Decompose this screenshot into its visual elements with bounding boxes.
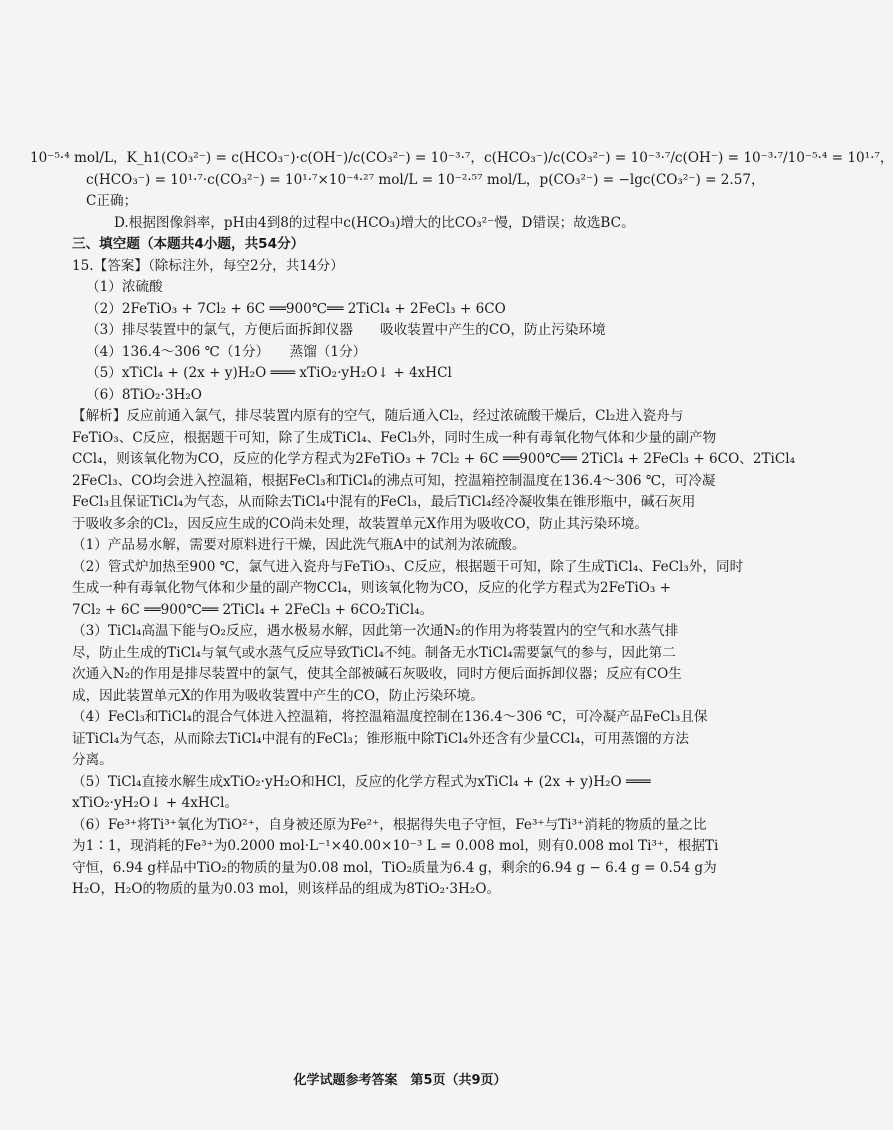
- answer-item: （3）排尽装置中的氯气，方便后面拆卸仪器 吸收装置中产生的CO，防止污染环境: [86, 322, 606, 338]
- text-line: D.根据图像斜率，pH由4到8的过程中c(HCO₃)增大的比CO₃²⁻慢，D错误；故选BC。: [114, 214, 635, 231]
- analysis-line: （2）管式炉加热至900 ℃，氯气进入瓷舟与FeTiO₃、C反应，根据题干可知，除了生成TiCl₄、FeCl₃外，同时: [72, 558, 744, 575]
- analysis-line: 【解析】反应前通入氯气，排尽装置内原有的空气，随后通入Cl₂，经过浓硫酸干燥后，Cl₂进入瓷舟与: [72, 408, 684, 424]
- analysis-line: 尽，防止生成的TiCl₄与氧气或水蒸气反应导致TiCl₄不纯。制备无水TiCl₄需要氯气的参与，因此第二: [72, 644, 676, 661]
- analysis-line: xTiO₂·yH₂O↓ + 4xHCl。: [72, 795, 239, 811]
- analysis-line: （1）产品易水解，需要对原料进行干燥，因此洗气瓶A中的试剂为浓硫酸。: [72, 537, 526, 553]
- section-heading: 三、填空题（本题共4小题，共54分）: [72, 236, 305, 252]
- answer-item: （4）136.4～306 ℃（1分） 蒸馏（1分）: [86, 343, 367, 360]
- analysis-line: 2FeCl₃、CO均会进入控温箱，根据FeCl₃和TiCl₄的沸点可知，控温箱控制温度在136.4～306 ℃，可冷凝: [72, 472, 716, 489]
- analysis-line: 分离。: [72, 752, 113, 768]
- analysis-line: 次通入N₂的作用是排尽装置中的氯气，使其全部被碱石灰吸收，同时方便后面拆卸仪器；反应有CO生: [72, 666, 682, 682]
- answer-item: （5）xTiCl₄ + (2x + y)H₂O ═══ xTiO₂·yH₂O↓ + 4xHCl: [86, 365, 452, 381]
- analysis-line: （4）FeCl₃和TiCl₄的混合气体进入控温箱，将控温箱温度控制在136.4～306 ℃，可冷凝产品FeCl₃且保: [72, 709, 708, 725]
- analysis-line: 成，因此装置单元X的作用为吸收装置中产生的CO，防止污染环境。: [72, 687, 484, 704]
- answer-list: [86, 277, 742, 406]
- analysis-line: FeTiO₃、C反应，根据题干可知，除了生成TiCl₄、FeCl₃外，同时生成一种有毒氧化物气体和少量的副产物: [72, 429, 717, 446]
- analysis-line: 于吸收多余的Cl₂，因反应生成的CO尚未处理，故装置单元X作用为吸收CO，防止其污染环境。: [72, 515, 648, 532]
- analysis-line: FeCl₃且保证TiCl₄为气态，从而除去TiCl₄中混有的FeCl₃，最后TiCl₄经冷凝收集在锥形瓶中，碱石灰用: [72, 494, 696, 510]
- answer-item: （6）8TiO₂·3H₂O: [86, 386, 202, 403]
- page-footer: 化学试题参考答案 第5页（共9页）: [293, 1073, 507, 1088]
- answer-item: （1）浓硫酸: [86, 279, 163, 295]
- analysis-line: 生成一种有毒氧化物气体和少量的副产物CCl₄，则该氧化物为CO，反应的化学方程式为2FeTiO₃ +: [72, 580, 672, 596]
- analysis-line: 证TiCl₄为气态，从而除去TiCl₄中混有的FeCl₃；锥形瓶中除TiCl₄外还含有少量CCl₄，可用蒸馏的方法: [72, 730, 689, 747]
- analysis-line: H₂O，H₂O的物质的量为0.03 mol，则该样品的组成为8TiO₂·3H₂O。: [72, 881, 501, 897]
- analysis-line: （6）Fe³⁺将Ti³⁺氧化为TiO²⁺，自身被还原为Fe²⁺，根据得失电子守恒，Fe³⁺与Ti³⁺消耗的物质的量之比: [72, 816, 707, 833]
- continuation-block: [30, 148, 893, 234]
- analysis-block: [72, 406, 796, 901]
- analysis-line: 7Cl₂ + 6C ══900℃══ 2TiCl₄ + 2FeCl₃ + 6CO₂TiCl₄。: [72, 601, 434, 618]
- analysis-line: （3）TiCl₄高温下能与O₂反应，遇水极易水解，因此第一次通N₂的作用为将装置内的空气和水蒸气排: [72, 623, 679, 639]
- analysis-line: CCl₄，则该氧化物为CO，反应的化学方程式为2FeTiO₃ + 7Cl₂ + 6C ══900℃══ 2TiCl₄ + 2FeCl₃ + 6CO、2TiCl₄: [72, 451, 796, 467]
- text-line: 10⁻⁵·⁴ mol/L，K_h1(CO₃²⁻) = c(HCO₃⁻)·c(OH⁻)/c(CO₃²⁻) = 10⁻³·⁷，c(HCO₃⁻)/c(CO₃²⁻) = 10⁻³·⁷/c(OH⁻) = 10⁻³·⁷/10⁻⁵·⁴ = 10¹·⁷，: [30, 150, 893, 166]
- analysis-line: （5）TiCl₄直接水解生成xTiO₂·yH₂O和HCl，反应的化学方程式为xTiCl₄ + (2x + y)H₂O ═══: [72, 773, 651, 790]
- analysis-line: 守恒，6.94 g样品中TiO₂的物质的量为0.08 mol，TiO₂质量为6.4 g，剩余的6.94 g − 6.4 g = 0.54 g为: [72, 859, 717, 876]
- text-line: C正确；: [86, 193, 138, 209]
- text-line: c(HCO₃⁻) = 10¹·⁷·c(CO₃²⁻) = 10¹·⁷×10⁻⁴·²⁷ mol/L = 10⁻²·⁵⁷ mol/L，p(CO₃²⁻) = −lgc(CO₃²⁻) = 2.57，: [86, 171, 765, 188]
- answer-item: （2）2FeTiO₃ + 7Cl₂ + 6C ══900℃══ 2TiCl₄ + 2FeCl₃ + 6CO: [86, 300, 506, 317]
- question-header: 15.【答案】（除标注外，每空2分，共14分）: [72, 257, 344, 274]
- analysis-line: 为1∶1，现消耗的Fe³⁺为0.2000 mol·L⁻¹×40.00×10⁻³ L = 0.008 mol，则有0.008 mol Ti³⁺，根据Ti: [72, 838, 719, 854]
